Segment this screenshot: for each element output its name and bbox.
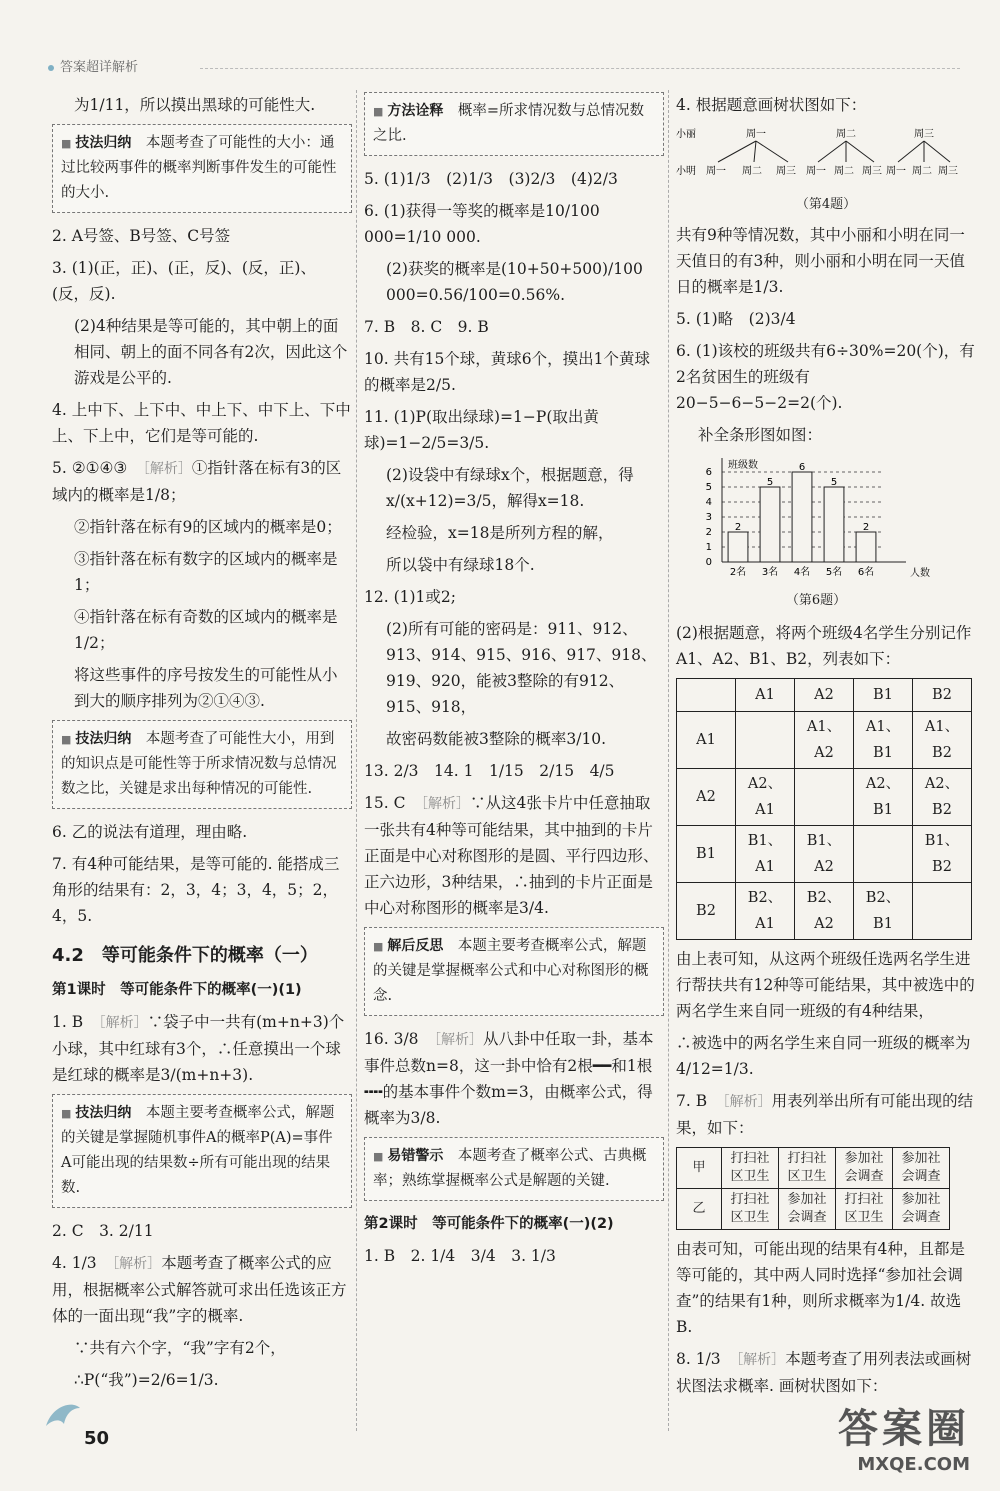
tip-text: 概率=所求情况数与总情况数之比. (373, 103, 645, 144)
bar (760, 487, 780, 562)
table-cell: A1、A2 (795, 712, 854, 769)
pairs-table (676, 678, 972, 940)
answer-8-text: 本题考查了用列表法或画树状图法求概率. 画树状图如下： (676, 1350, 972, 1395)
section-title: 4.2 等可能条件下的概率（一） (52, 945, 318, 966)
table-cell: 参加社会调查 (893, 1189, 950, 1230)
table-row (677, 1189, 950, 1230)
table-cell: A1、B1 (854, 712, 913, 769)
table-cell: A2、B2 (913, 769, 972, 826)
tree-branch (818, 141, 846, 162)
answer-8: 8. 1/3 (676, 1350, 721, 1368)
table-cell: 打扫社区卫生 (722, 1189, 779, 1230)
tip-tag: ■ 技法归纳 (61, 731, 131, 747)
answer-5-text: ③指针落在标有数字的区域内的概率是1； (74, 550, 338, 594)
answer-3: 3. (1)(正，正)、(正，反)、(反，正)、(反，反). (52, 259, 316, 303)
tree-branch (754, 141, 756, 162)
table-cell: A2、B1 (854, 769, 913, 826)
tree-diagram (676, 124, 976, 218)
analysis-tag: ［解析］ (736, 1352, 786, 1368)
answer-6-part2: (2)获奖的概率是(10+50+500)/100 000=0.56/100=0.56%. (386, 260, 643, 304)
answer-15: 15. C (364, 794, 406, 812)
table-cell: A1、B2 (913, 712, 972, 769)
table-cell (854, 826, 913, 883)
analysis-tag: ［解析］ (98, 1015, 148, 1031)
answer-12: 12. (1)1或2; (364, 588, 456, 606)
answer-15-text: ∵从这4张卡片中任意抽取一张共有4种等可能结果，其中抽到的卡片正面是中心对称图形的是圆、平行四边形、正六边形，3种结果，∴抽到的卡片正面是中心对称图形的概率是3/4. (364, 794, 659, 917)
answer-5: 5. (1)略 (2)3/4 (676, 310, 796, 328)
column-3 (676, 92, 976, 1405)
table-cell: 参加社会调查 (779, 1189, 836, 1230)
dolphin-logo-icon (42, 1396, 84, 1436)
tip-tag: ■ 技法归纳 (61, 135, 131, 151)
analysis-tag: ［解析］ (434, 1032, 484, 1048)
x-tick-label: 5名 (825, 567, 843, 578)
y-axis-label: 班级数 (728, 460, 758, 471)
answer-7-9: 7. B 8. C 9. B (364, 318, 489, 336)
y-tick-label: 5 (705, 482, 712, 493)
tree-branch (924, 141, 950, 162)
table-cell: 打扫社区卫生 (836, 1189, 893, 1230)
y-tick-label: 4 (705, 497, 712, 508)
answer-11: 11. (1)P(取出绿球)=1−P(取出黄球)=1−2/5=3/5. (364, 408, 599, 452)
answer-11-text: 经检验，x=18是所列方程的解， (386, 524, 614, 542)
tip-box (52, 1094, 352, 1208)
bar-chart (696, 454, 976, 614)
answer-4-text: 共有9种等情况数，其中小丽和小明在同一天值日的有3种，则小丽和小明在同一天值日的概率是1/3. (676, 226, 965, 296)
table-cell: B1、A2 (795, 826, 854, 883)
table-row (677, 883, 972, 940)
y-tick-label: 1 (705, 542, 712, 553)
table-row (677, 712, 972, 769)
table-cell: B1、B2 (913, 826, 972, 883)
answer-6: 6. (1)获得一等奖的概率是10/100 000=1/10 000. (364, 202, 600, 246)
table-corner-cell (677, 679, 736, 712)
table-row (677, 1148, 950, 1189)
bar-value-label: 5 (766, 477, 774, 488)
answer-7: 7. B (676, 1092, 708, 1110)
y-tick-label: 0 (705, 557, 712, 568)
answer-6-part2: (2)根据题意，将两个班级4名学生分别记作A1、A2、B1、B2，列表如下： (676, 624, 972, 668)
analysis-tag: ［解析］ (420, 796, 470, 812)
tip-box (52, 720, 352, 809)
answer-5-text: ②指针落在标有9的区域内的概率是0； (74, 518, 342, 536)
tree-leaf: 周一 (706, 166, 726, 177)
answer-5-text: 将这些事件的序号按发生的可能性从小到大的顺序排列为②①④③. (74, 666, 338, 710)
tree-diagram-svg (676, 124, 966, 186)
answer-5: 5. ②①④③ (52, 459, 128, 477)
tree-leaf: 周二 (834, 166, 854, 177)
bar-chart-svg (696, 454, 936, 582)
x-axis-label: 人数 (910, 568, 930, 579)
tree-leaf: 周二 (912, 166, 932, 177)
answer-6-text: ∴被选中的两名学生来自同一班级的概率为4/12=1/3. (676, 1034, 971, 1078)
answer-6: 6. (1)该校的班级共有6÷30%=20(个)，有2名贫困生的班级有20−5−6−5−2=2(个). (676, 342, 975, 412)
table-header-cell: B2 (913, 679, 972, 712)
tip-text: 本题考查了可能性大小，用到的知识点是可能性等于所求情况数与总情况数之比，关键是求出每种情况的可能性. (61, 731, 337, 797)
watermark-main: 答案圈 (838, 1406, 970, 1452)
watermark (838, 1397, 970, 1475)
answer-16-text: 从八卦中任取一卦，基本事件总数n=8，这一卦中恰有2根━━和1根╍╍的基本事件个数m=3，由概率公式，得概率为3/8. (364, 1030, 654, 1127)
bar-value-label: 2 (734, 522, 742, 533)
tip-box (364, 92, 664, 156)
figure-caption: （第4题） (795, 197, 857, 212)
tip-box (364, 927, 664, 1016)
lesson-answer-4-text: 本题考查了概率公式的应用，根据概率公式解答就可求出任选该正方体的一面出现“我”字的概率. (52, 1254, 347, 1325)
lesson-answer-1: 1. B (52, 1013, 84, 1031)
activity-table (676, 1147, 950, 1230)
tip-box (364, 1137, 664, 1201)
y-tick-label: 3 (705, 512, 712, 523)
tip-tag: ■ 解后反思 (373, 938, 443, 954)
answer-11-text: (2)设袋中有绿球x个，根据题意，得x/(x+12)=3/5，解得x=18. (386, 466, 634, 510)
table-cell (736, 712, 795, 769)
tip-text: 本题考查了概率公式、古典概率；熟练掌握概率公式是解题的关键. (373, 1148, 647, 1189)
table-header-cell: A2 (795, 679, 854, 712)
table-cell: 参加社会调查 (836, 1148, 893, 1189)
tip-box (52, 124, 352, 213)
answer-6-text: 补全条形图如图： (698, 426, 823, 444)
tree-group (706, 128, 796, 177)
lesson-answers: 1. B 2. 1/4 3/4 3. 1/3 (364, 1247, 556, 1265)
table-row-header: A1 (677, 712, 736, 769)
tree-branch (718, 141, 756, 162)
tip-text: 本题考查了可能性的大小：通过比较两事件的概率判断事件发生的可能性的大小. (61, 135, 337, 201)
bar (728, 532, 748, 562)
header-title: 答案超详解析 (60, 60, 139, 75)
column-1 (52, 92, 352, 1399)
table-row (677, 826, 972, 883)
page-header (48, 56, 138, 75)
answer-2: 2. A号签、B号签、C号签 (52, 227, 231, 245)
lesson-answer-4-text: ∵共有六个字，“我”字有2个， (74, 1339, 286, 1357)
table-cell: A2、A1 (736, 769, 795, 826)
bar-value-label: 6 (798, 462, 806, 473)
table-row-header: B2 (677, 883, 736, 940)
tree-leaf: 周一 (886, 166, 906, 177)
answer-5: 5. (1)1/3 (2)1/3 (3)2/3 (4)2/3 (364, 170, 618, 188)
lesson-answer-2-3: 2. C 3. 2/11 (52, 1222, 154, 1240)
y-tick-label: 2 (705, 527, 712, 538)
answer-4: 4. 上中下、上下中、中上下、中下上、下中上、下上中，它们是等可能的. (52, 401, 351, 445)
table-row-header: B1 (677, 826, 736, 883)
column-divider (668, 90, 669, 1431)
table-cell: B1、A1 (736, 826, 795, 883)
answer-7-text: 用表列举出所有可能出现的结果，如下： (676, 1092, 974, 1137)
tip-tag: ■ 易错警示 (373, 1148, 443, 1164)
answer-12-text: 故密码数能被3整除的概率3/10. (386, 730, 607, 748)
answer-13-14: 13. 2/3 14. 1 1/15 2/15 4/5 (364, 762, 615, 780)
tree-leaf: 周二 (742, 166, 762, 177)
x-tick-label: 2名 (729, 567, 747, 578)
x-tick-label: 4名 (793, 567, 811, 578)
answer-text: 为1/11，所以摸出黑球的可能性大. (74, 96, 316, 114)
tree-group (886, 128, 958, 177)
table-row (677, 769, 972, 826)
tree-group (806, 128, 882, 177)
column-divider (356, 90, 357, 1431)
answer-11-text: 所以袋中有绿球18个. (386, 556, 535, 574)
bar-value-label: 5 (830, 477, 838, 488)
column-2 (364, 92, 664, 1275)
tree-leaf: 周一 (806, 166, 826, 177)
table-cell: 打扫社区卫生 (722, 1148, 779, 1189)
table-row-header: 甲 (677, 1148, 722, 1189)
tip-tag: ■ 方法诠释 (373, 103, 443, 119)
lesson-answer-1-text: ∵袋子中一共有(m+n+3)个小球，其中红球有3个，∴任意摸出一个球是红球的概率是3/(m+n+3). (52, 1013, 345, 1084)
table-cell: B2、B1 (854, 883, 913, 940)
bar (824, 487, 844, 562)
lesson-title: 第1课时 等可能条件下的概率(一)(1) (52, 982, 302, 998)
tree-leaf: 周三 (776, 166, 796, 177)
tree-top-node: 周一 (746, 129, 766, 140)
answer-5-text: ①指针落在标有3的区域内的概率是1/8； (52, 459, 342, 504)
analysis-tag: ［解析］ (112, 1256, 162, 1272)
tree-branch (846, 141, 874, 162)
tip-text: 本题主要考查概率公式，解题的关键是掌握概率公式和中心对称图形的概念. (373, 938, 649, 1004)
x-tick-label: 6名 (857, 567, 875, 578)
table-cell: B2、A2 (795, 883, 854, 940)
tip-text: 本题主要考查概率公式，解题的关键是掌握随机事件A的概率P(A)=事件A可能出现的结果数÷所有可能出现的结果数. (61, 1105, 335, 1196)
analysis-tag: ［解析］ (142, 461, 192, 477)
answer-16: 16. 3/8 (364, 1030, 419, 1048)
lesson-title: 第2课时 等可能条件下的概率(一)(2) (364, 1216, 614, 1232)
lesson-answer-4-text: ∴P(“我”)=2/6=1/3. (74, 1371, 219, 1389)
figure-caption: （第6题） (785, 593, 847, 608)
answer-6: 6. 乙的说法有道理，理由略. (52, 823, 248, 841)
y-tick-label: 6 (705, 467, 712, 478)
tree-top-node: 周二 (836, 129, 856, 140)
tree-row-label: 小丽 (676, 129, 696, 140)
tree-leaf: 周三 (862, 166, 882, 177)
lesson-answer-4: 4. 1/3 (52, 1254, 97, 1272)
table-cell: 打扫社区卫生 (779, 1148, 836, 1189)
page-number: 50 (84, 1428, 110, 1449)
table-cell (795, 769, 854, 826)
answer-12-text: (2)所有可能的密码是：911、912、913、914、915、916、917、918、919、920，能被3整除的有912、915、918， (386, 620, 657, 716)
answer-3-part2: (2)4种结果是等可能的，其中朝上的面相同、朝上的面不同各有2次，因此这个游戏是公平的. (74, 317, 348, 387)
table-header-cell: B1 (854, 679, 913, 712)
answer-10: 10. 共有15个球，黄球6个，摸出1个黄球的概率是2/5. (364, 350, 651, 394)
bar (856, 532, 876, 562)
answer-5-text: ④指针落在标有奇数的区域内的概率是1/2； (74, 608, 338, 652)
x-tick-label: 3名 (761, 567, 779, 578)
answer-7: 7. 有4种可能结果，是等可能的. 能搭成三角形的结果有：2，3，4；3，4，5；2，4，5. (52, 855, 340, 925)
table-row-header: A2 (677, 769, 736, 826)
watermark-site: MXQE.COM (857, 1454, 970, 1475)
answer-4: 4. 根据题意画树状图如下： (676, 96, 867, 114)
tree-branch (756, 141, 788, 162)
answer-6-text: 由上表可知，从这两个班级任选两名学生进行帮扶共有12种等可能结果，其中被选中的两名学生来自同一班级的有4种结果， (676, 950, 975, 1020)
table-header-row (677, 679, 972, 712)
bar (792, 472, 812, 562)
table-cell (913, 883, 972, 940)
table-cell: B2、A1 (736, 883, 795, 940)
header-rule (200, 68, 960, 69)
bar-value-label: 2 (862, 522, 870, 533)
bullet-icon (48, 65, 54, 71)
table-cell: 参加社会调查 (893, 1148, 950, 1189)
tree-top-node: 周三 (914, 129, 934, 140)
table-row-header: 乙 (677, 1189, 722, 1230)
answer-7-text: 由表可知，可能出现的结果有4种，且都是等可能的，其中两人同时选择“参加社会调查”的结果有1种，则所求概率为1/4. 故选B. (676, 1240, 965, 1336)
tree-row-label: 小明 (676, 166, 696, 177)
tree-leaf: 周三 (938, 166, 958, 177)
tree-branch (898, 141, 924, 162)
table-header-cell: A1 (736, 679, 795, 712)
tip-tag: ■ 技法归纳 (61, 1105, 131, 1121)
analysis-tag: ［解析］ (722, 1094, 772, 1110)
